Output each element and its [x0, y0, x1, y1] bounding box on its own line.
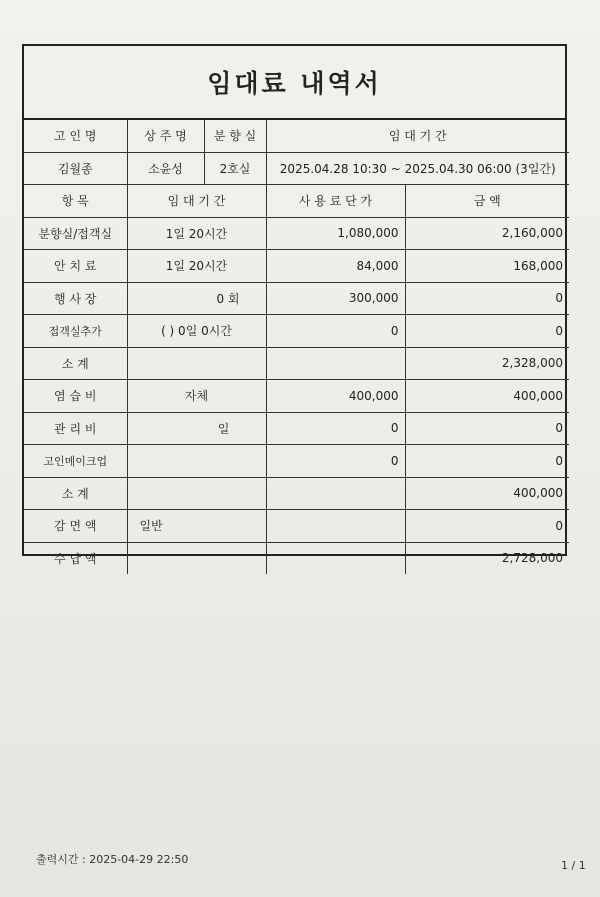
row-period: 1일 20시간 [127, 250, 266, 283]
row-amount: 0 [405, 510, 569, 543]
document-title: 임대료 내역서 [207, 69, 382, 98]
subtotal-row [24, 347, 569, 380]
row-item: 접객실추가 [24, 315, 127, 348]
header-rental-period: 임 대 기 간 [266, 120, 569, 152]
info-header-row [24, 120, 569, 152]
row-amount: 2,328,000 [405, 347, 569, 380]
row-amount: 2,160,000 [405, 217, 569, 250]
room-name: 2호실 [204, 152, 266, 185]
info-value-row [24, 152, 569, 185]
table-row [24, 412, 569, 445]
row-period: 0 회 [127, 282, 266, 315]
column-header-amount: 금 액 [405, 185, 569, 218]
row-unit-price: 0 [266, 315, 405, 348]
row-amount: 400,000 [405, 477, 569, 510]
row-amount: 0 [405, 282, 569, 315]
row-unit-price [266, 477, 405, 510]
row-unit-price [266, 347, 405, 380]
row-amount: 0 [405, 412, 569, 445]
header-room: 분 향 실 [204, 120, 266, 152]
row-period [127, 347, 266, 380]
row-period: ( ) 0일 0시간 [127, 315, 266, 348]
title-row [24, 46, 565, 120]
row-unit-price: 84,000 [266, 250, 405, 283]
table-row [24, 315, 569, 348]
row-amount: 0 [405, 445, 569, 478]
row-period: 일반 [127, 510, 266, 543]
row-item: 분향실/접객실 [24, 217, 127, 250]
table-row [24, 250, 569, 283]
row-item: 감 면 액 [24, 510, 127, 543]
row-item: 관 리 비 [24, 412, 127, 445]
row-unit-price: 0 [266, 412, 405, 445]
row-unit-price: 1,080,000 [266, 217, 405, 250]
row-unit-price [266, 542, 405, 574]
header-deceased: 고 인 명 [24, 120, 127, 152]
table-row [24, 445, 569, 478]
print-timestamp: 출력시간 : 2025-04-29 22:50 [36, 853, 189, 866]
total-row [24, 542, 569, 574]
row-item: 수 납 액 [24, 542, 127, 574]
row-unit-price: 400,000 [266, 380, 405, 413]
statement-frame [22, 44, 567, 566]
row-item: 염 습 비 [24, 380, 127, 413]
table-row [24, 380, 569, 413]
column-header-unit-price: 사 용 료 단 가 [266, 185, 405, 218]
statement-table [24, 120, 569, 574]
row-unit-price: 300,000 [266, 282, 405, 315]
row-unit-price: 0 [266, 445, 405, 478]
row-period: 자체 [127, 380, 266, 413]
row-period: 1일 20시간 [127, 217, 266, 250]
row-period [127, 445, 266, 478]
column-header-period: 임 대 기 간 [127, 185, 266, 218]
chief-mourner-name: 소윤성 [127, 152, 204, 185]
subtotal-row [24, 477, 569, 510]
table-row [24, 510, 569, 543]
page-indicator: 1 / 1 [561, 859, 586, 872]
row-item: 소 계 [24, 347, 127, 380]
row-item: 소 계 [24, 477, 127, 510]
row-amount: 168,000 [405, 250, 569, 283]
row-period [127, 542, 266, 574]
row-period: 일 [127, 412, 266, 445]
item-header-row [24, 185, 569, 218]
column-header-item: 항 목 [24, 185, 127, 218]
row-item: 고인메이크업 [24, 445, 127, 478]
table-row [24, 282, 569, 315]
row-item: 행 사 장 [24, 282, 127, 315]
deceased-name: 김월종 [24, 152, 127, 185]
row-amount: 0 [405, 315, 569, 348]
row-unit-price [266, 510, 405, 543]
table-row [24, 217, 569, 250]
header-chief-mourner: 상 주 명 [127, 120, 204, 152]
row-amount: 400,000 [405, 380, 569, 413]
row-amount: 2,728,000 [405, 542, 569, 574]
row-item: 안 치 료 [24, 250, 127, 283]
row-period [127, 477, 266, 510]
rental-period-value: 2025.04.28 10:30 ~ 2025.04.30 06:00 (3일간) [266, 152, 569, 185]
